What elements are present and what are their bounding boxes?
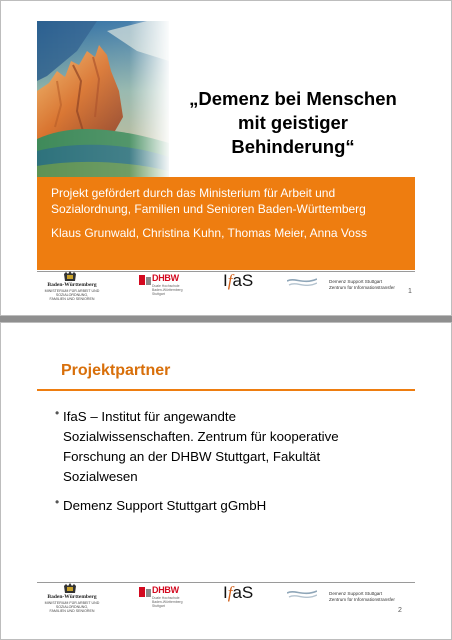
dhbw-sub-2: Baden-Württemberg [152,600,183,604]
dhbw-logo [139,273,195,299]
ifas-logo-as: aS [232,583,254,602]
bw-sub-1: MINISTERIUM FÜR ARBEIT UND SOZIALORDNUNG, [44,601,100,609]
ifas-logo-f: f [227,271,233,290]
ds-line-1: Demenz Support Stuttgart [329,591,383,596]
bw-sub-2: FAMILIEN UND SENIOREN [49,609,95,613]
ds-line-2: Zentrum für Informationstransfer [329,596,395,602]
bw-sub-1: MINISTERIUM FÜR ARBEIT UND SOZIALORDNUNG, [44,289,100,297]
painting-image [37,21,169,177]
bullet-2-line-1: Demenz Support Stuttgart gGmbH [63,498,267,513]
dhbw-sub-2: Baden-Württemberg [152,288,183,292]
authors-line: Klaus Grunwald, Christina Kuhn, Thomas Meier, Anna Voss [51,226,367,240]
dhbw-subtitle [152,284,192,296]
demenz-support-logo [287,585,407,609]
funding-banner [37,177,415,270]
slide-1 [0,0,452,316]
slide-title: Projektpartner [61,362,171,379]
dhbw-wordmark: DHBW [152,273,179,283]
bullet-1-line-4: Sozialwesen [63,469,138,484]
demenz-support-wave-icon [287,277,317,289]
bullet-1-line-1: IfaS – Institut für angewandte [63,409,236,424]
baden-wuerttemberg-logo [37,583,107,613]
partner-logo-row [37,271,415,301]
bw-logo-subtitle [37,601,107,613]
title-line-1: „Demenz bei Menschen [189,88,397,109]
ifas-logo-f: f [227,583,233,602]
demenz-support-text [329,279,409,290]
demenz-support-logo [287,273,407,297]
bullet-item [57,496,397,516]
baden-wuerttemberg-logo [37,271,107,301]
bullet-1-line-3: Forschung an der DHBW Stuttgart, Fakultät [63,449,321,464]
slide-2 [0,322,452,640]
bw-logo-subtitle [37,289,107,301]
title-line-3: Behinderung“ [231,136,355,157]
demenz-support-wave-icon [287,589,317,601]
dhbw-subtitle [152,596,192,608]
dhbw-mark-icon [139,275,151,285]
painting-illustration [37,21,169,177]
bullet-list [57,407,397,525]
dhbw-sub-1: Duale Hochschule [152,284,180,288]
ifas-logo [223,583,253,603]
dhbw-sub-3: Stuttgart [152,292,165,296]
presentation-title [173,87,413,159]
funding-line-1: Projekt gefördert durch das Ministerium für Arbeit und [51,186,336,200]
dhbw-logo [139,585,195,611]
bullet-icon: • [55,495,60,509]
bw-logo-name: Baden-Württemberg [47,282,97,288]
ifas-logo-i: I [223,583,228,602]
title-underline [37,389,415,391]
ifas-logo-as: aS [232,271,254,290]
bullet-1-line-2: Sozialwissenschaften. Zentrum für kooperative [63,429,339,444]
dhbw-sub-3: Stuttgart [152,604,165,608]
dhbw-mark-icon [139,587,151,597]
ds-line-1: Demenz Support Stuttgart [329,279,383,284]
ifas-logo-i: I [223,271,228,290]
dhbw-wordmark: DHBW [152,585,179,595]
partner-logo-row [37,583,415,613]
title-line-2: mit geistiger [238,112,348,133]
demenz-support-text [329,591,409,602]
ifas-logo [223,271,253,291]
page-number: 2 [398,607,402,614]
dhbw-sub-1: Duale Hochschule [152,596,180,600]
bullet-item [57,407,397,487]
state-crest-icon [63,271,77,282]
ds-line-2: Zentrum für Informationstransfer [329,284,395,290]
bw-sub-2: FAMILIEN UND SENIOREN [49,297,95,301]
page-number: 1 [408,288,412,295]
state-crest-icon [63,583,77,594]
bullet-icon: • [55,406,60,420]
funding-line-2: Sozialordnung, Familien und Senioren Baden-Württemberg [51,202,366,216]
bw-logo-name: Baden-Württemberg [47,594,97,600]
